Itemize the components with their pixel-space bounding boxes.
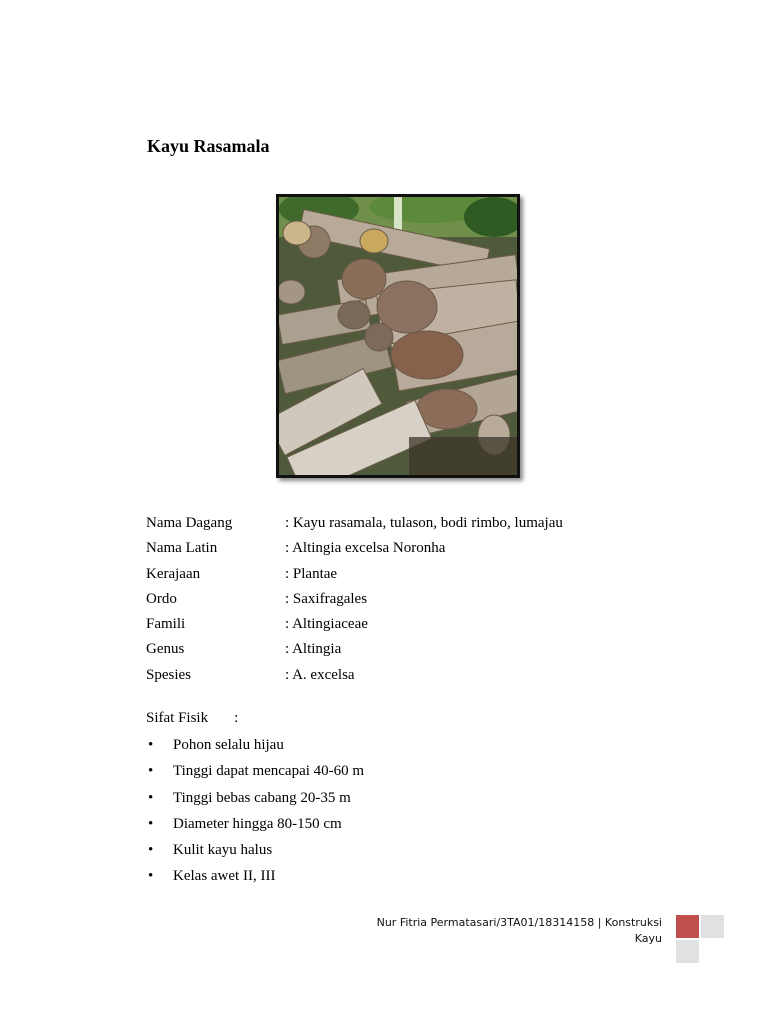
list-item-text: Diameter hingga 80-150 cm [173,815,342,832]
list-item [146,816,364,842]
sifat-fisik-list [146,737,364,895]
property-value: : A. excelsa [285,666,355,683]
bullet-icon: • [148,815,154,832]
bullet-icon: • [148,842,154,859]
property-value: : Kayu rasamala, tulason, bodi rimbo, lumajau [285,515,563,531]
list-item [146,763,364,789]
property-value: : Plantae [285,565,338,582]
property-key: Famili [146,616,186,633]
list-item-text: Kulit kayu halus [173,842,273,859]
list-item [146,842,364,868]
sifat-fisik-label: Sifat Fisik [146,710,209,726]
property-value: : Altingiaceae [285,616,368,633]
sifat-fisik-heading [146,710,238,727]
list-item [146,790,364,816]
list-item [146,737,364,763]
bullet-icon: • [148,763,154,780]
bullet-icon: • [148,868,154,885]
bullet-icon: • [148,737,154,753]
property-row [146,612,563,637]
property-value: : Altingia [285,641,342,658]
footer-line: Kayu [634,932,662,945]
property-key: Ordo [146,590,177,607]
properties-table [146,511,563,688]
list-item-text: Tinggi bebas cabang 20-35 m [173,789,351,806]
sifat-fisik-colon: : [234,710,239,726]
property-row [146,637,563,662]
page-title: Kayu Rasamala [147,136,270,156]
footer-line: Nur Fitria Permatasari/3TA01/18314158 | Konstruksi [376,916,662,929]
wood-logs-photo [276,194,520,478]
property-value: : Saxifragales [285,590,368,607]
property-row [146,663,563,688]
property-row [146,562,563,587]
property-key: Spesies [146,666,191,683]
property-row [146,511,563,536]
list-item [146,868,364,894]
property-key: Nama Latin [146,540,218,557]
page-footer [332,915,662,947]
property-value: : Altingia excelsa Noronha [285,540,446,557]
list-item-text: Tinggi dapat mencapai 40-60 m [173,763,365,780]
list-item-text: Pohon selalu hijau [173,737,284,753]
property-key: Genus [146,641,185,658]
red-square [676,915,699,938]
gray-square [676,940,699,963]
property-key: Kerajaan [146,565,201,582]
bullet-icon: • [148,789,154,806]
property-row [146,536,563,561]
gray-square [701,915,724,938]
property-key: Nama Dagang [146,515,233,531]
property-row [146,587,563,612]
list-item-text: Kelas awet II, III [173,868,276,885]
